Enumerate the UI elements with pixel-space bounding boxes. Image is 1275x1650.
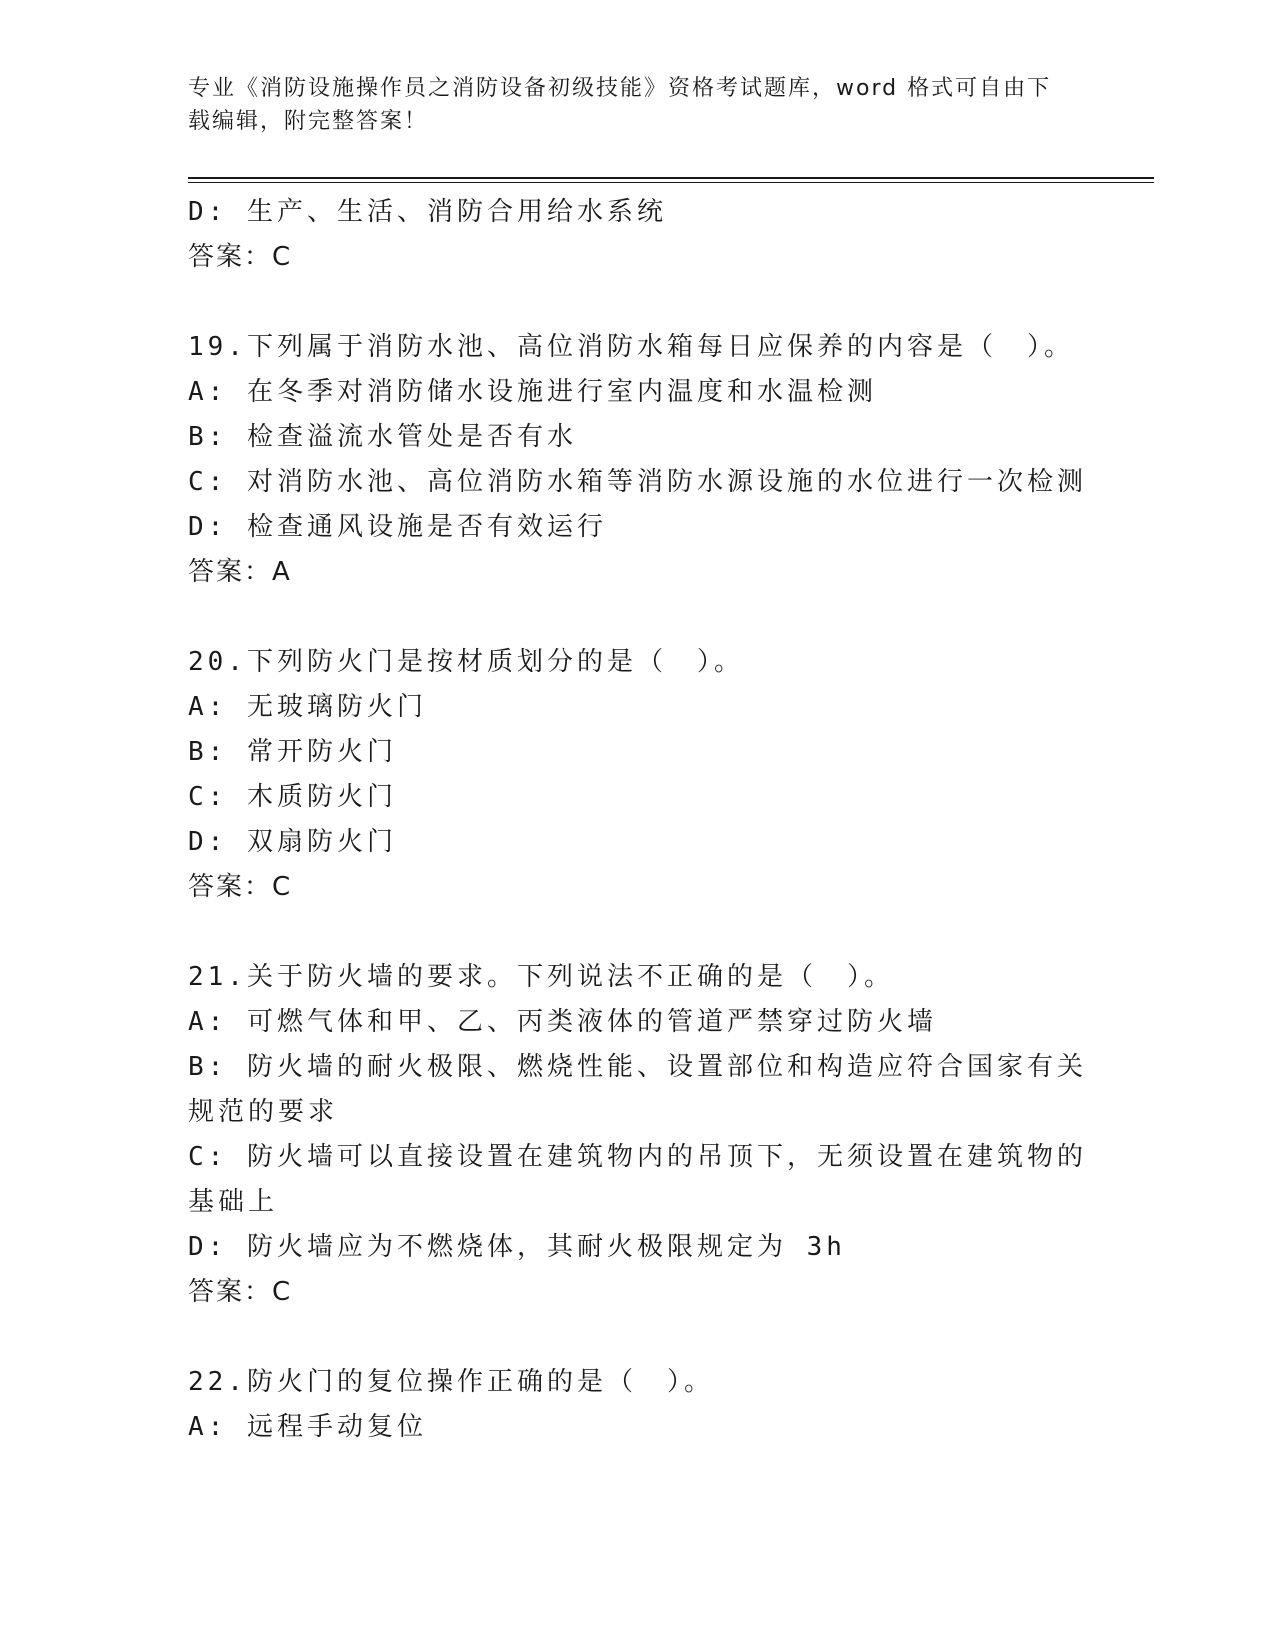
option-d: D: 检查通风设施是否有效运行 xyxy=(188,512,607,542)
question-19 xyxy=(188,325,1088,595)
option-a: A: 可燃气体和甲、乙、丙类液体的管道严禁穿过防火墙 xyxy=(188,1007,937,1037)
question-stem: 20.下列防火门是按材质划分的是（ ）。 xyxy=(188,647,744,677)
question-stem: 19.下列属于消防水池、高位消防水箱每日应保养的内容是（ ）。 xyxy=(188,332,1074,362)
document-body xyxy=(188,190,1088,1450)
answer-label: 答案：C xyxy=(188,872,293,902)
option-a: A: 在冬季对消防储水设施进行室内温度和水温检测 xyxy=(188,377,877,407)
option-a: A: 无玻璃防火门 xyxy=(188,692,427,722)
option-b: B: 常开防火门 xyxy=(188,737,397,767)
answer-label: 答案：C xyxy=(188,1277,293,1307)
option-d: D: 防火墙应为不燃烧体，其耐火极限规定为 3h xyxy=(188,1232,846,1262)
option-a: A: 远程手动复位 xyxy=(188,1412,427,1442)
question-20 xyxy=(188,640,1088,910)
question-stem: 22.防火门的复位操作正确的是（ ）。 xyxy=(188,1367,714,1397)
option-b: B: 防火墙的耐火极限、燃烧性能、设置部位和构造应符合国家有关规范的要求 xyxy=(188,1052,1087,1127)
document-header: 专业《消防设施操作员之消防设备初级技能》资格考试题库，word 格式可自由下载编辑，附完整答案！ xyxy=(188,76,1052,134)
option-c: C: 防火墙可以直接设置在建筑物内的吊顶下，无须设置在建筑物的基础上 xyxy=(188,1142,1087,1217)
option-c: C: 木质防火门 xyxy=(188,782,397,812)
header-divider-thin xyxy=(188,182,1154,183)
option-d: D: 双扇防火门 xyxy=(188,827,397,857)
question-18-tail xyxy=(188,190,1088,280)
header-divider-thick xyxy=(188,177,1154,179)
question-21 xyxy=(188,955,1088,1315)
option-d: D: 生产、生活、消防合用给水系统 xyxy=(188,197,667,227)
question-stem: 21.关于防火墙的要求。下列说法不正确的是（ ）。 xyxy=(188,962,894,992)
option-b: B: 检查溢流水管处是否有水 xyxy=(188,422,577,452)
option-c: C: 对消防水池、高位消防水箱等消防水源设施的水位进行一次检测 xyxy=(188,467,1087,497)
answer-label: 答案：A xyxy=(188,557,292,587)
answer-label: 答案：C xyxy=(188,242,293,272)
question-22 xyxy=(188,1360,1088,1450)
